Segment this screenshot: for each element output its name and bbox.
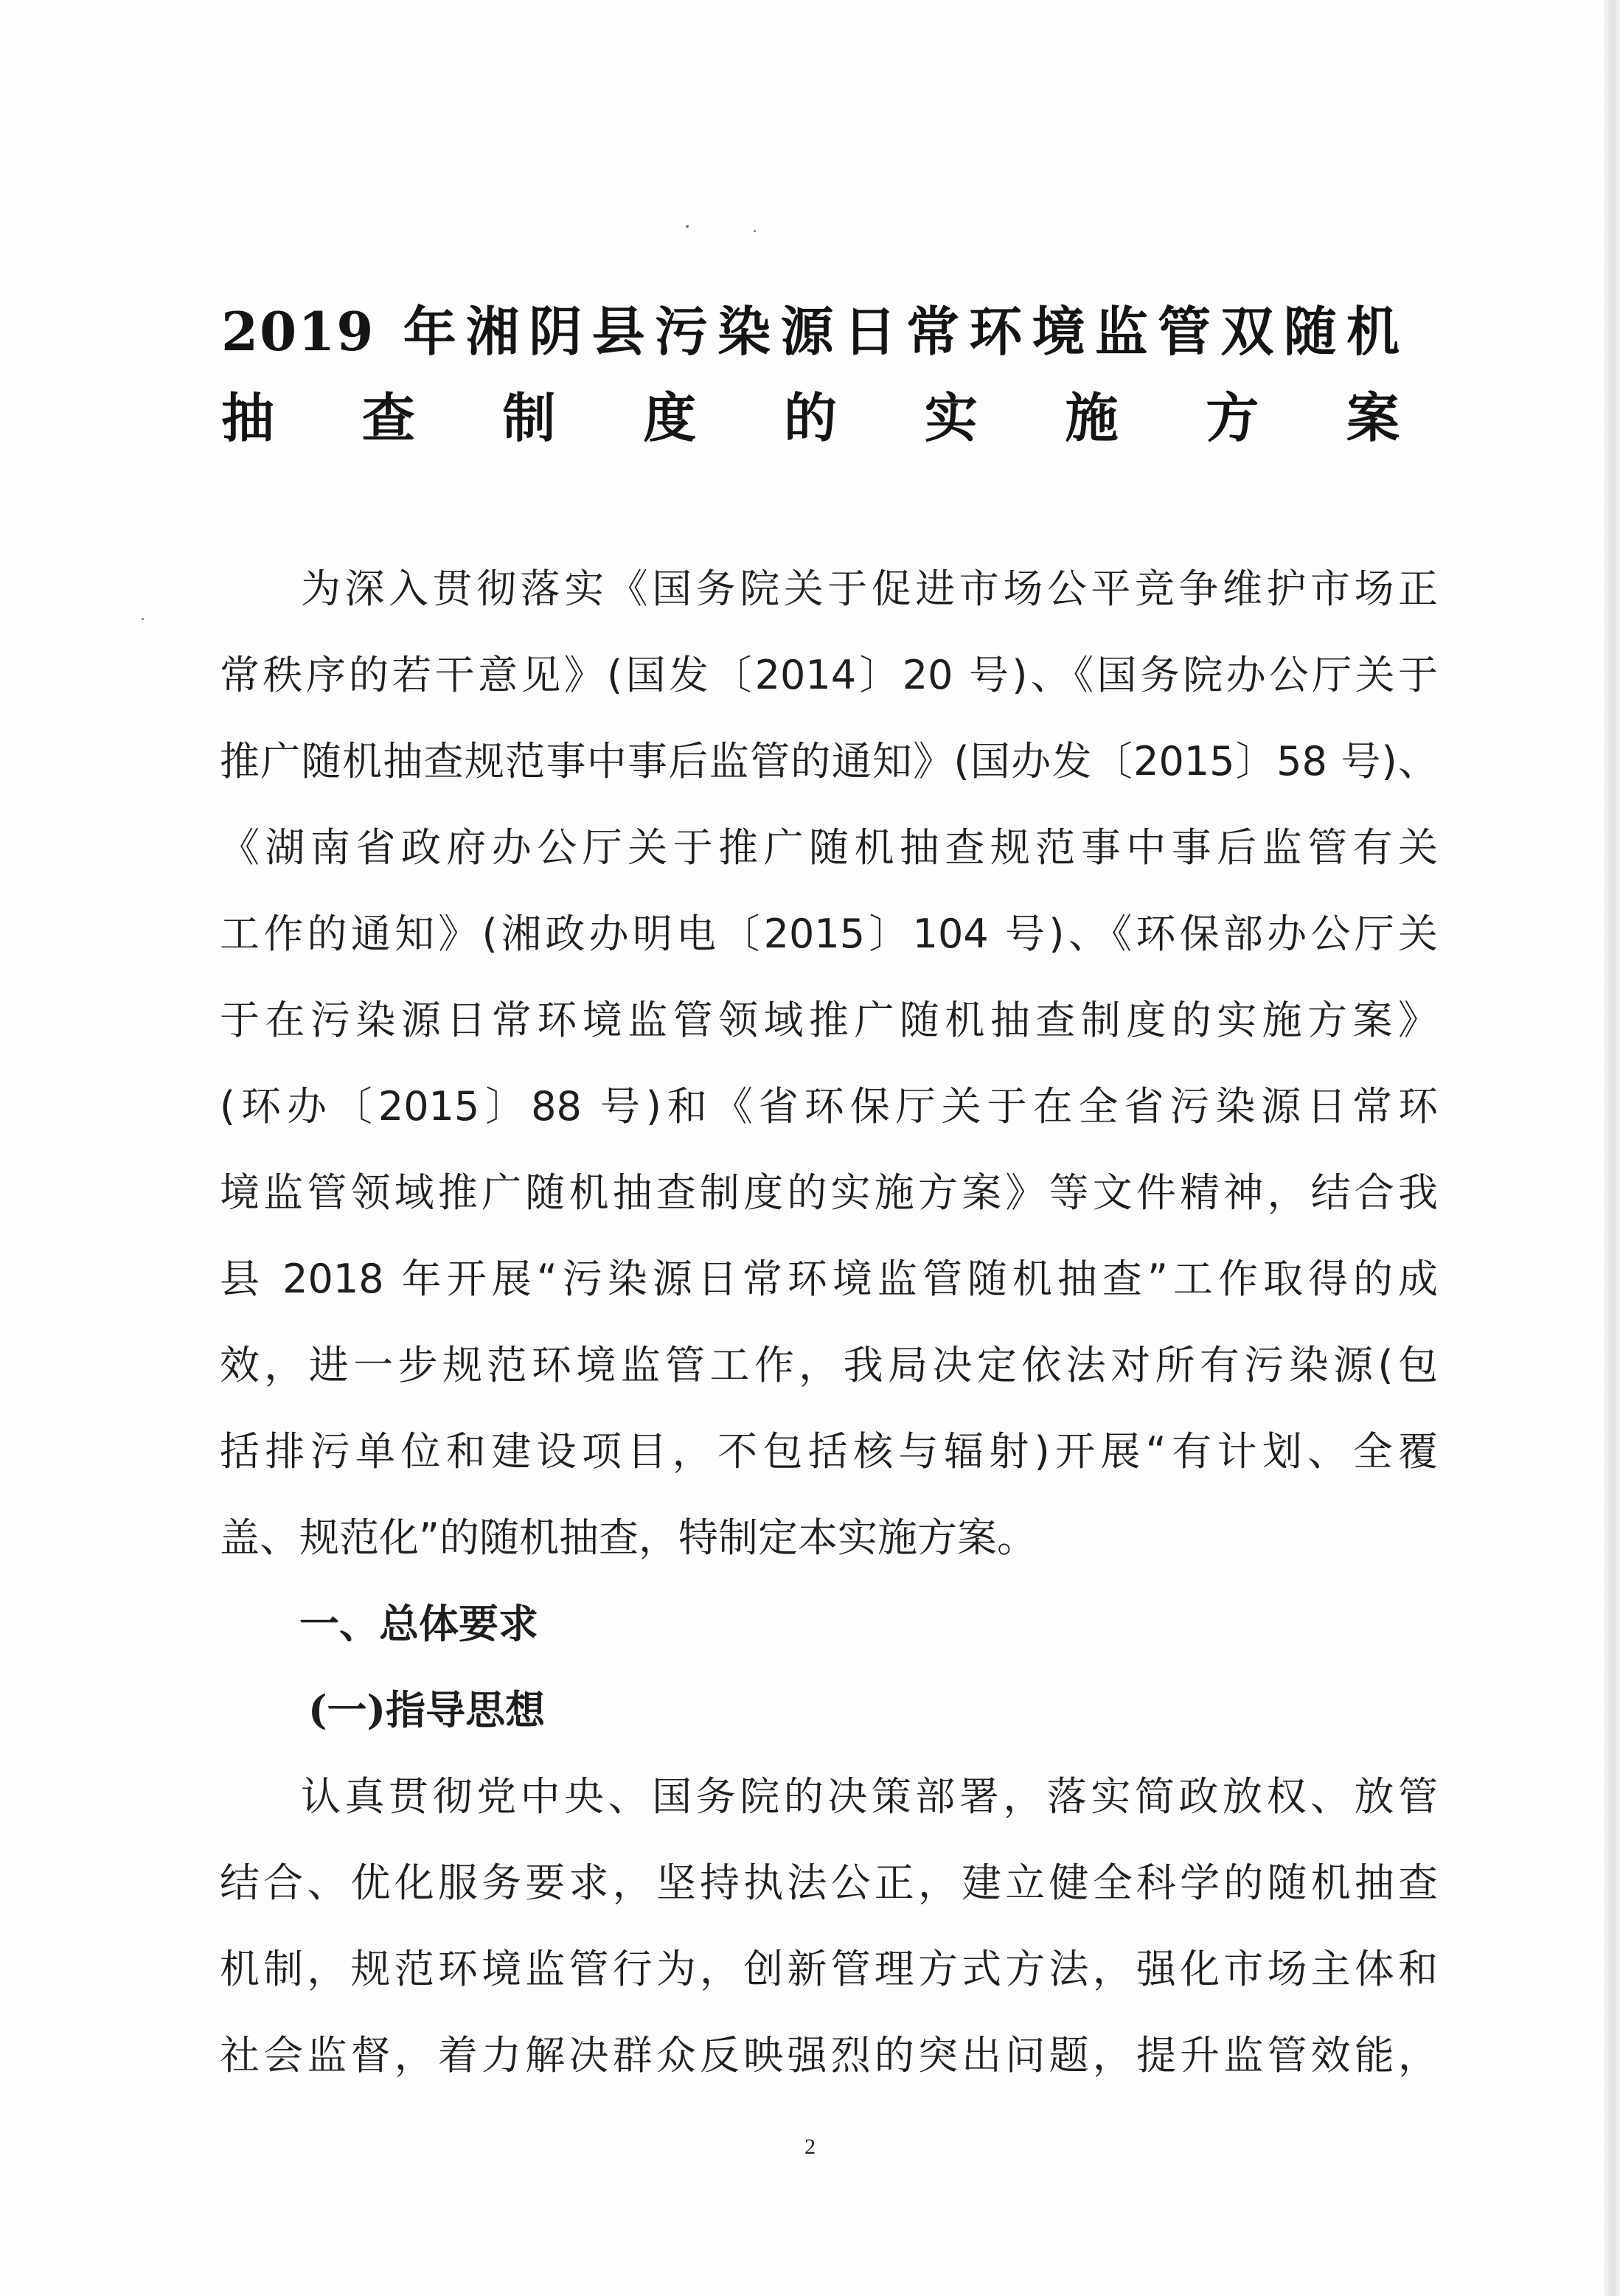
paragraph-line: 于在污染源日常环境监管领域推广随机抽查制度的实施方案》 [220, 997, 1438, 1043]
paragraph-line: (环办〔2015〕88 号)和《省环保厅关于在全省污染源日常环 [220, 1083, 1438, 1130]
section-heading: 一、总体要求 [299, 1601, 538, 1647]
paragraph-line: 结合、优化服务要求，坚持执法公正，建立健全科学的随机抽查 [220, 1860, 1438, 1906]
paragraph-line: 认真贯彻党中央、国务院的决策部署，落实简政放权、放管 [301, 1773, 1438, 1820]
paragraph-line: 社会监督，着力解决群众反映强烈的突出问题，提升监管效能， [220, 2032, 1438, 2078]
intro-paragraph [220, 546, 1438, 1581]
title-line: 抽查制度的实施方案 [221, 386, 1401, 449]
document-body [220, 546, 1438, 2098]
paragraph-line: 《湖南省政府办公厅关于推广随机抽查规范事中事后监管有关 [220, 824, 1438, 871]
paragraph-line: 境监管领域推广随机抽查制度的实施方案》等文件精神，结合我 [220, 1169, 1438, 1216]
scan-speck [686, 225, 689, 228]
subsection-heading: (一)指导思想 [308, 1686, 546, 1733]
paragraph-line: 工作的通知》(湘政办明电〔2015〕104 号)、《环保部办公厅关 [220, 911, 1438, 957]
paragraph-line: 推广随机抽查规范事中事后监管的通知》(国办发〔2015〕58 号)、 [220, 738, 1438, 785]
page-number: 2 [804, 2135, 816, 2159]
paragraph-line: 效，进一步规范环境监管工作，我局决定依法对所有污染源(包 [220, 1342, 1438, 1388]
paragraph-line: 机制，规范环境监管行为，创新管理方式方法，强化市场主体和 [220, 1946, 1438, 1992]
document-title [221, 288, 1401, 460]
paragraph-line: 县 2018 年开展“污染源日常环境监管随机抽查”工作取得的成 [220, 1256, 1438, 1302]
title-line: 2019 年湘阴县污染源日常环境监管双随机 [221, 300, 1401, 363]
scan-edge [1604, 0, 1620, 2296]
guiding-principle-paragraph [220, 1753, 1438, 2098]
paragraph-line: 盖、规范化”的随机抽查，特制定本实施方案。 [220, 1514, 1037, 1561]
paragraph-line: 常秩序的若干意见》(国发〔2014〕20 号)、《国务院办公厅关于 [220, 652, 1438, 698]
paragraph-line: 为深入贯彻落实《国务院关于促进市场公平竞争维护市场正 [301, 566, 1438, 612]
scan-speck [142, 618, 144, 620]
scan-speck [754, 230, 756, 232]
paragraph-line: 括排污单位和建设项目，不包括核与辐射)开展“有计划、全覆 [220, 1428, 1438, 1475]
